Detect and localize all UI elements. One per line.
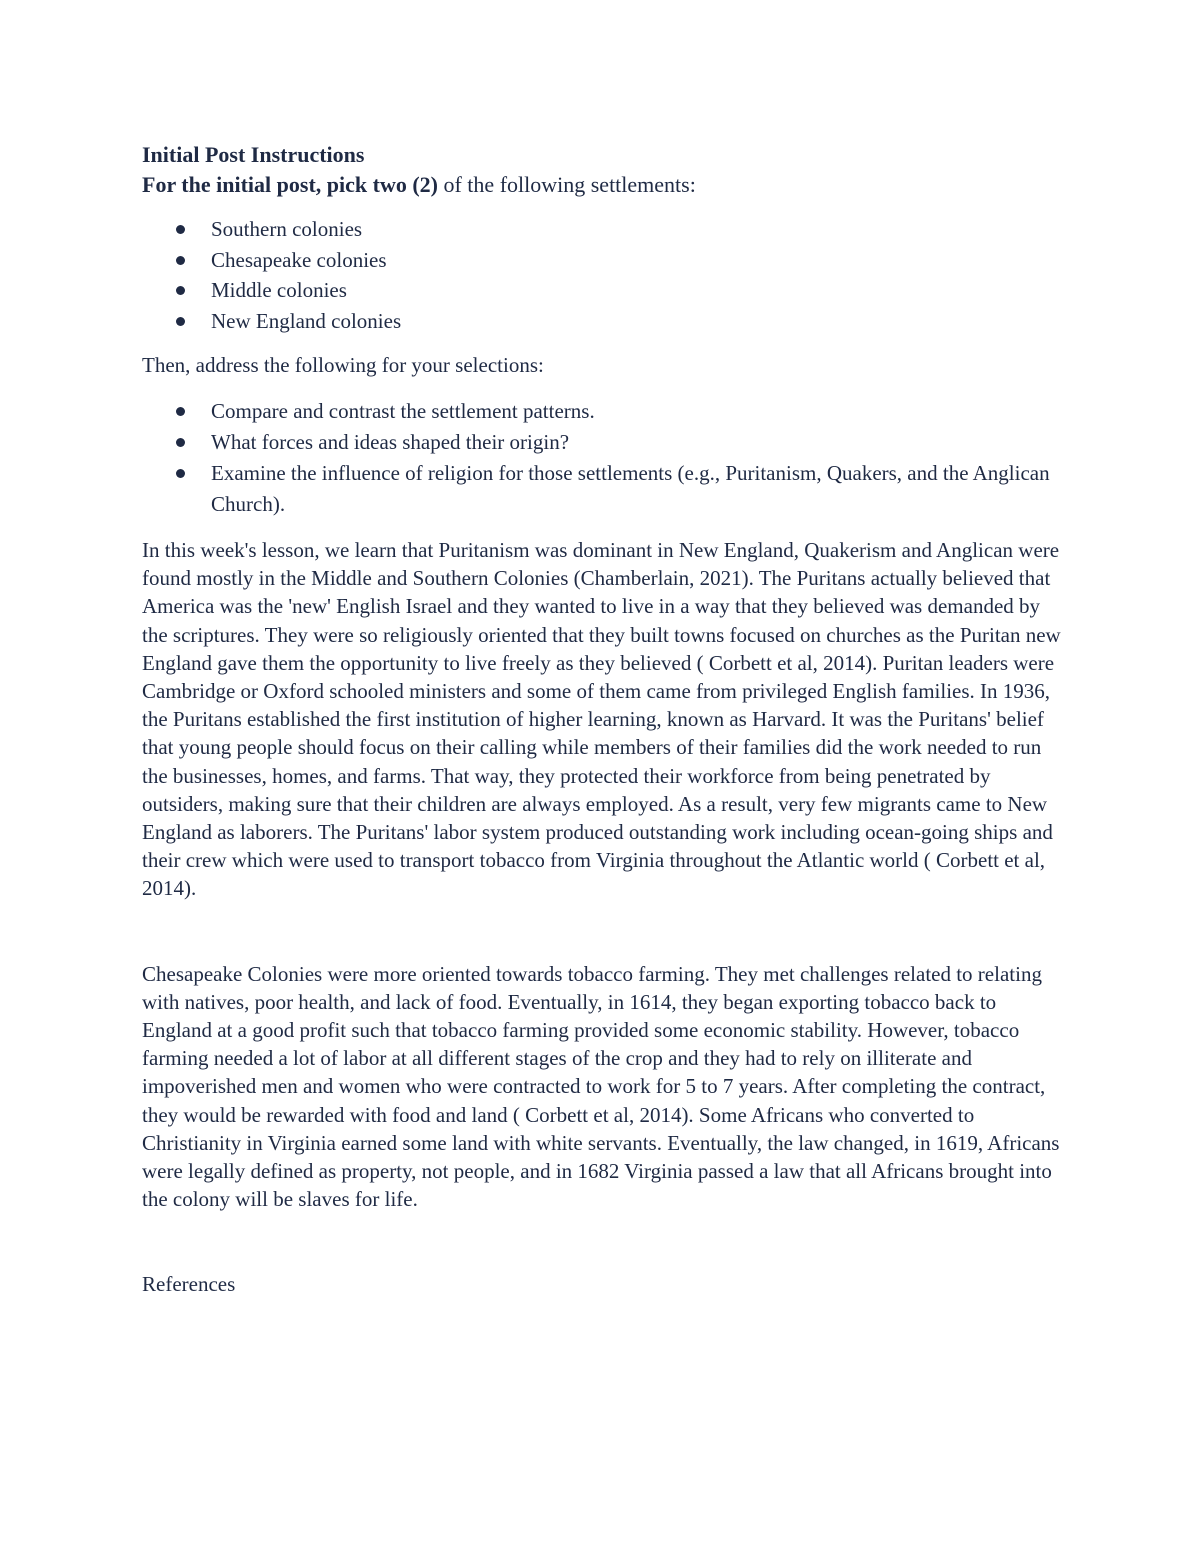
settlements-list [142, 214, 1062, 336]
references-heading: References [142, 1272, 236, 1297]
list-item: What forces and ideas shaped their origin? [142, 427, 1062, 458]
instructions-intro [142, 170, 1062, 200]
bullet-icon [176, 317, 185, 326]
list-item: Examine the influence of religion for those settlements (e.g., Puritanism, Quakers, and the Anglican Church). [142, 458, 1062, 520]
body-paragraph-chesapeake: Chesapeake Colonies were more oriented towards tobacco farming. They met challenges related to relating with natives, poor health, and lack of food. Eventually, in 1614, they began exporting tobacco back to England at a good profit such that tobacco farming provided some economic stability. However, tobacco farming needed a lot of labor at all different stages of the crop and they had to rely on illiterate and impoverished men and women who were contracted to work for 5 to 7 years. After completing the contract, they would be rewarded with food and land ( Corbett et al, 2014). Some Africans who converted to Christianity in Virginia earned some land with white servants. Eventually, the law changed, in 1619, Africans were legally defined as property, not people, and in 1682 Virginia passed a law that all Africans brought into the colony will be slaves for life. [142, 961, 1060, 1212]
bullet-icon [176, 407, 185, 416]
then-instructions: Then, address the following for your selections: [142, 353, 544, 377]
list-item: New England colonies [142, 306, 1062, 337]
list-item: Middle colonies [142, 275, 1062, 306]
intro-bold: For the initial post, pick two (2) [142, 172, 438, 197]
list-item: Southern colonies [142, 214, 1062, 245]
list-item: Chesapeake colonies [142, 245, 1062, 276]
bullet-icon [176, 256, 185, 265]
bullet-icon [176, 225, 185, 234]
tasks-list [142, 396, 1062, 520]
document-title: Initial Post Instructions [142, 142, 365, 167]
bullet-icon [176, 286, 185, 295]
bullet-icon [176, 469, 185, 478]
body-paragraph-puritans: In this week's lesson, we learn that Puritanism was dominant in New England, Quakerism and Anglican were found mostly in the Middle and Southern Colonies (Chamberlain, 2021). The Puritans actually believed that America was the 'new' English Israel and they wanted to live in a way that they believed was demanded by the scriptures. They were so religiously oriented that they built towns focused on churches as the Puritan new England gave them the opportunity to live freely as they believed ( Corbett et al, 2014). Puritan leaders were Cambridge or Oxford schooled ministers and some of them came from privileged English families. In 1936, the Puritans established the first institution of higher learning, known as Harvard. It was the Puritans' belief that young people should focus on their calling while members of their families did the work needed to run the businesses, homes, and farms. That way, they protected their workforce from being penetrated by outsiders, making sure that their children are always employed. As a result, very few migrants came to New England as laborers. The Puritans' labor system produced outstanding work including ocean-going ships and their crew which were used to transport tobacco from Virginia throughout the Atlantic world ( Corbett et al, 2014). [142, 538, 1061, 901]
list-item: Compare and contrast the settlement patterns. [142, 396, 1062, 427]
intro-rest: of the following settlements: [437, 172, 696, 197]
document-page [142, 140, 1062, 1298]
bullet-icon [176, 438, 185, 447]
